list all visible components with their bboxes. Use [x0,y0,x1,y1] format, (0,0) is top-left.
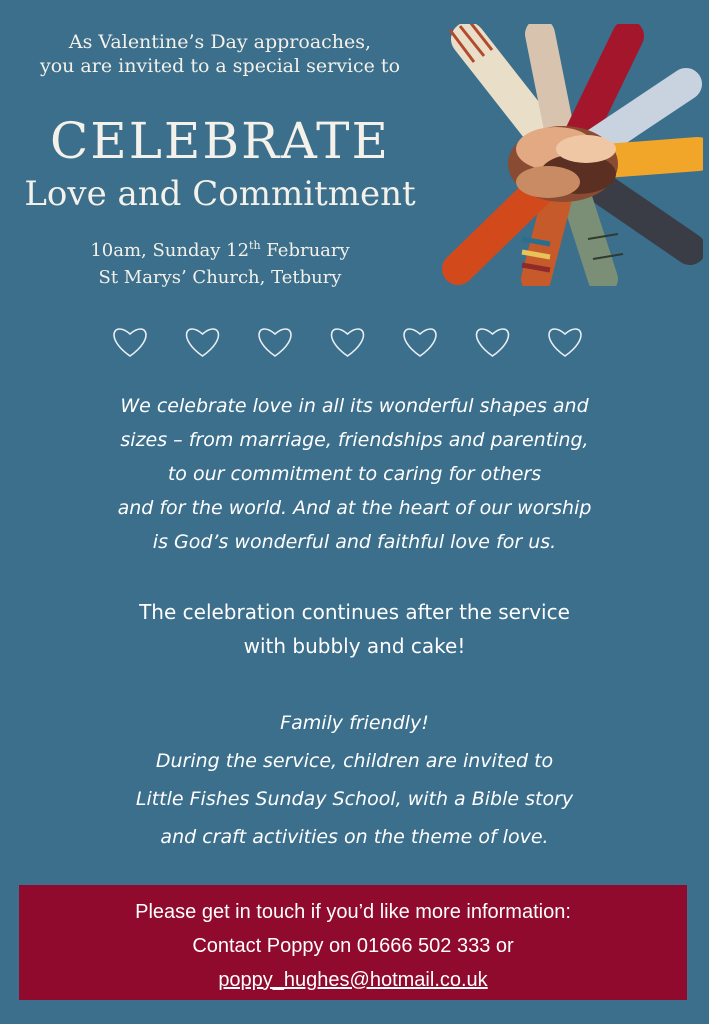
event-date-suffix: th [249,239,261,252]
paragraph-line: During the service, children are invited to [155,750,554,772]
paragraph-line: and for the world. And at the heart of our worship [117,497,592,519]
paragraph-line: Little Fishes Sunday School, with a Bible story [135,788,574,810]
celebration-paragraph [40,595,669,663]
event-date [20,232,420,264]
event-details [20,232,420,291]
heart-icon [404,329,436,356]
paragraph-line: and craft activities on the theme of love. [160,826,549,848]
title-subtitle: Love and Commitment [24,174,416,214]
email-link[interactable]: poppy_hughes@hotmail.co.uk [218,969,488,991]
intro-text [20,30,420,78]
intro-line-2: you are invited to a special service to [39,55,401,77]
event-location: St Marys’ Church, Tetbury [98,267,342,288]
heart-icon [332,329,364,356]
paragraph-line: Family friendly! [280,712,429,734]
intro-line-1: As Valentine’s Day approaches, [68,31,372,53]
contact-line-1: Please get in touch if you’d like more information: [135,901,571,923]
paragraph-line: We celebrate love in all its wonderful shapes and [120,395,589,417]
family-paragraph [40,704,669,856]
heart-icon [549,329,581,356]
joined-hands-illustration [428,24,703,286]
heart-icon [114,329,146,356]
contact-box [19,885,687,1000]
paragraph-line: The celebration continues after the service [139,600,570,624]
heart-icon [187,329,219,356]
paragraph-line: is God’s wonderful and faithful love for us. [152,531,557,553]
title-celebrate: CELEBRATE [49,112,391,170]
intro-paragraph [40,389,669,559]
contact-line-2: Contact Poppy on 01666 502 333 or [192,935,514,957]
event-time-day: 10am, Sunday 12 [90,240,250,261]
paragraph-line: with bubbly and cake! [243,634,466,658]
heart-icon [477,329,509,356]
heart-icon [259,329,291,356]
hearts-row [108,324,588,360]
paragraph-line: to our commitment to caring for others [167,463,542,485]
paragraph-line: sizes – from marriage, friendships and parenting, [120,429,589,451]
event-month: February [260,240,350,261]
